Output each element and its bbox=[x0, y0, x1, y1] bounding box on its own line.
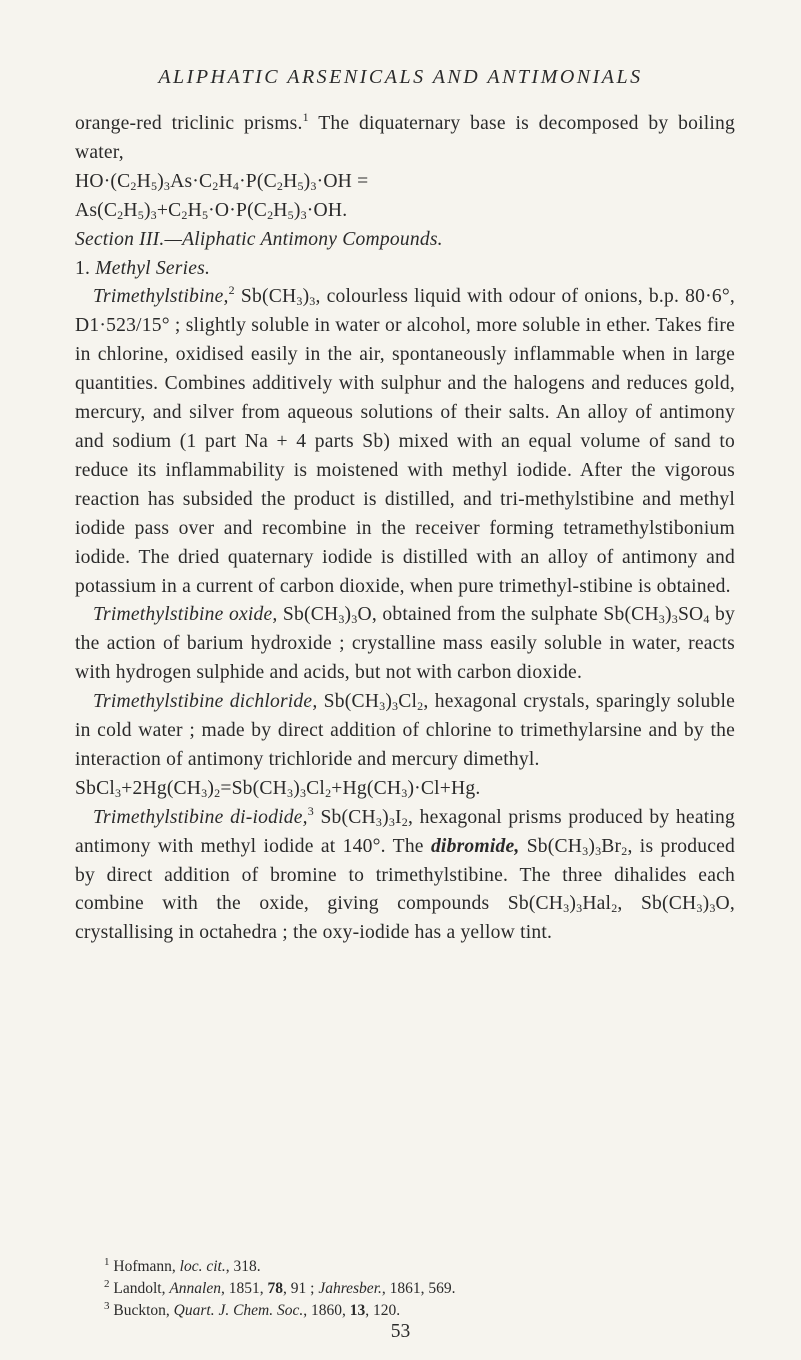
running-header: ALIPHATIC ARSENICALS AND ANTIMONIALS bbox=[158, 66, 643, 88]
trimethylstibine-paragraph: Trimethylstibine,$^2$ $Sb(CH_3)_3$, colourless liquid with odour of onions, b.p. 80·6°, D1·523/15° ; slightly soluble in water or alcohol, more soluble in ether. Takes fire in chlorine, oxidised easily in the air, spontaneously inflammable when in large quantities. Combines additively with sulphur and the halogens and reduces gold, mercury, and silver from aqueous solutions of their salts. An alloy of antimony and sodium (1 part Na + 4 parts Sb) mixed with an equal volume of sand to reduce its inflammability is moistened with methyl iodide. After the vigorous reaction has subsided the product is distilled, and tri-methylstibine and methyl iodide pass over and recombine in the receiver forming tetramethylstibonium iodide. The dried quaternary iodide is distilled with an alloy of antimony and potassium in a current of carbon dioxide, when pure trimethyl-stibine is obtained. bbox=[75, 283, 735, 597]
footnote-1: $^1$ Hofmann, loc. cit., 318. bbox=[104, 1256, 261, 1275]
oxide-paragraph: Trimethylstibine oxide, $Sb(CH_3)_3O$, obtained from the sulphate $Sb(CH_3)_3SO_4$ by the action of barium hydroxide ; crystalline mass easily soluble in water, reacts with hydrogen sulphide and acids, but not with carbon dioxide. bbox=[75, 604, 735, 684]
section-heading: Section III.—Aliphatic Antimony Compounds. bbox=[75, 228, 443, 250]
diiodide-paragraph: Trimethylstibine di-iodide,$^3$ $Sb(CH_3)_3I_2$, hexagonal prisms produced by heating antimony with methyl iodide at 140°. The dibromide, $Sb(CH_3)_3Br_2$, is produced by direct addition of bromine to trimethylstibine. The three dihalides each combine with the oxide, giving compounds $Sb(CH_3)_3Hal_2$, $Sb(CH_3)_3O$, crystallising in octahedra ; the oxy-iodide has a yellow tint. bbox=[75, 803, 735, 944]
footnote-3: $^3$ Buckton, Quart. J. Chem. Soc., 1860, 13, 120. bbox=[104, 1300, 401, 1319]
equation-line-1: $HO\cdot(C_2H_5)_3As\cdot C_2H_4\cdot P(C_2H_5)_3\cdot OH$ = bbox=[75, 170, 369, 193]
equation-line-2: $As(C_2H_5)_3+C_2H_5\cdot O\cdot P(C_2H_5)_3\cdot OH$. bbox=[75, 199, 348, 222]
footnote-2: $^2$ Landolt, Annalen, 1851, 78, 91 ; Jahresber., 1861, 569. bbox=[104, 1278, 456, 1297]
equation-line-3: $SbCl_3+2Hg(CH_3)_2=Sb(CH_3)_3Cl_2+Hg(CH_3)\cdot Cl+Hg$. bbox=[75, 777, 481, 800]
footnotes bbox=[75, 1256, 735, 1322]
dichloride-paragraph: Trimethylstibine dichloride, $Sb(CH_3)_3Cl_2$, hexagonal crystals, sparingly soluble in cold water ; made by direct addition of chlorine to trimethylarsine and by the interaction of antimony trichloride and mercury dimethyl. bbox=[75, 691, 735, 770]
body-text bbox=[75, 110, 735, 948]
page-number: 53 bbox=[390, 1321, 411, 1342]
subsection-heading: 1. Methyl Series. bbox=[75, 257, 211, 279]
intro-paragraph: orange-red triclinic prisms.$^1$ The diquaternary base is decomposed by boiling water, bbox=[75, 110, 735, 163]
